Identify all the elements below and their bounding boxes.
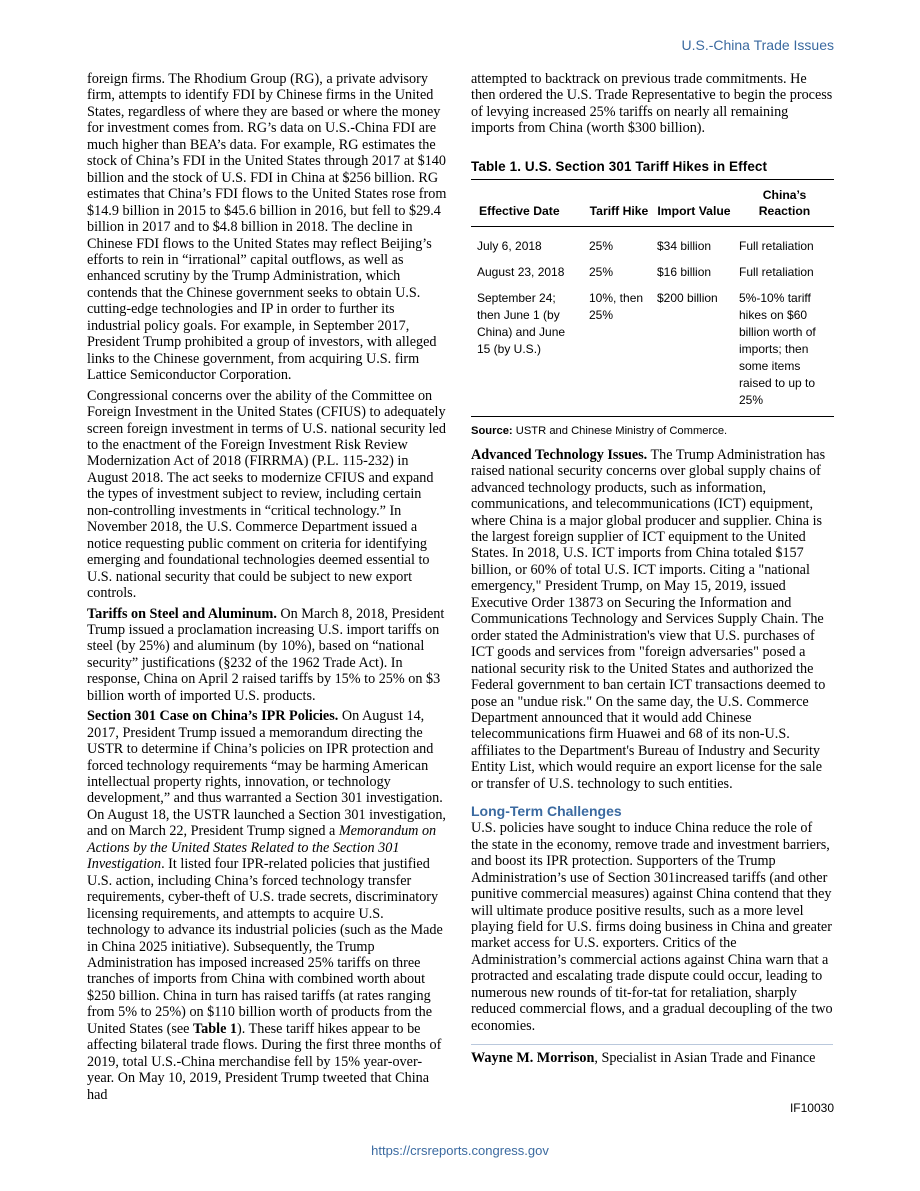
table-title: Table 1. U.S. Section 301 Tariff Hikes in Effect [471, 158, 768, 174]
section-301-paragraph [87, 708, 449, 1103]
author-role: , Specialist in Asian Trade and Finance [594, 1050, 816, 1067]
advanced-technology-body: The Trump Administration has raised national security concerns over global supply chains of advanced technology products, such as information, communications, and telecommunications (ICT) equipment, where China is a major global producer and supplier. China is the largest foreign supplier of ICT equipment to the United States. In 2018, U.S. ICT imports from China totaled $157 billion, or 60% of total U.S. ICT imports. Citing a "national emergency," President Trump, on May 15, 2019, issued Executive Order 13873 on Securing the Information and Communications Technology and Services Supply Chain. The order stated the Administration's view that U.S. purchases of ICT goods and services from "foreign adversaries" posed a national security risk to the United States and authorized the Federal government to ban certain ICT transactions deemed to pose an "undue risk." On the same day, the U.S. Commerce Department announced that it would add Chinese telecommunications firm Huawei and 68 of its non-U.S. affiliates to the Department's Bureau of Industry and Security Entity List, which would require an export license for the sale or transfer of U.S. technology to such entities. [471, 446, 826, 792]
long-term-challenges-heading: Long-Term Challenges [471, 803, 622, 820]
tariff-table [471, 179, 834, 417]
left-column [87, 71, 449, 1103]
table-cell: July 6, 2018 [477, 239, 542, 254]
rhodium-fdi-paragraph: foreign firms. The Rhodium Group (RG), a private advisory firm, attempts to identify FDI by Chinese firms in the United States, regardless of where they are based or where the money for investment comes from. RG’s data on U.S.-China FDI are much higher than BEA’s data. For example, RG estimates the stock of China’s FDI in the United States through 2017 at $140 billion and the stock of U.S. FDI in China at $256 billion. RG estimates that China’s FDI flows to the United States rose from $14.9 billion in 2015 to $45.6 billion in 2016, but fell to $29.4 billion in 2017 and to $4.8 billion in 2018. The decline in Chinese FDI flows to the United States may reflect Beijing’s efforts to rein in “irrational” capital outflows, as well as enhanced scrutiny by the Trump Administration, which contends that the Chinese government seeks to obtain U.S. cutting-edge technologies and IP in order to further its industrial policy goals. For example, in September 2017, President Trump prohibited a group of investors, with alleged links to the Chinese government, from acquiring U.S. firm Lattice Semiconductor Corporation. [87, 71, 447, 384]
footer-url[interactable]: https://crsreports.congress.gov [371, 1143, 549, 1158]
author-line [471, 1050, 833, 1066]
table-cell: 5%-10% tariff hikes on $60 billion worth of imports; then some items raised to up to 25% [735, 287, 834, 417]
table-cell: 25% [589, 265, 614, 280]
advanced-technology-paragraph [471, 447, 833, 793]
section-301-body-3: ). These tariff hikes appear to be affecting bilateral trade flows. During the first three months of 2019, total U.S.-China merchandise fell by 15% year-over-year. On May 10, 2019, President Trump tweeted that China had [87, 1020, 442, 1103]
col-header-effective-date: Effective Date [471, 180, 585, 227]
col-header-import-value: Import Value [653, 180, 735, 227]
source-text: USTR and Chinese Ministry of Commerce. [512, 425, 728, 438]
advanced-technology-heading: Advanced Technology Issues. [471, 446, 648, 463]
col-header-tariff-hike: Tariff Hike [585, 180, 653, 227]
author-divider [471, 1044, 833, 1045]
table-cell: 25% [589, 239, 614, 254]
table-cell: $200 billion [653, 287, 735, 417]
author-name: Wayne M. Morrison [471, 1050, 595, 1067]
steel-aluminum-paragraph [87, 606, 449, 705]
table-cell: August 23, 2018 [477, 265, 565, 280]
right-column [471, 71, 833, 1067]
table-cell: $34 billion [657, 239, 712, 254]
section-301-body-1: On August 14, 2017, President Trump issued a memorandum directing the USTR to determine if China’s policies on IPR protection and forced technology requirements “may be harming American intellectual property rights, innovation, or technology development,” and thus warranted a Section 301 investigation. On August 18, the USTR launched a Section 301 investigation, and on March 22, President Trump signed a [87, 708, 446, 840]
table-cell: Full retaliation [739, 265, 814, 280]
table-row [471, 261, 834, 287]
long-term-challenges-paragraph: U.S. policies have sought to induce China reduce the role of the state in the economy, remove trade and investment barriers, and boost its IPR protection. Supporters of the Trump Administration’s use of Section 301increased tariffs (and other punitive commercial measures) against China contend that they will ultimate produce positive results, such as a more level playing field for U.S. firms doing business in China and greater market access for U.S. exporters. Critics of the Administration’s commercial actions against China warn that a protracted and escalating trade dispute could occur, leading to numerous new rounds of tit-for-tat for retaliation, sharply reduced commercial flows, and a gradual decoupling of the two economies. [471, 820, 833, 1034]
section-301-body-2: . It listed four IPR-related policies that justified U.S. action, including China’s forced technology transfer requirements, cyber-theft of U.S. trade secrets, discriminatory licensing requirements, and attempts to acquire U.S. technology to advance its industrial policies (such as the Made in China 2025 initiative). Subsequently, the Trump Administration has imposed increased 25% tariffs on three tranches of imports from China with combined worth about $250 billion. China in turn has raised tariffs (at rates ranging from 5% to 25%) on $110 billion worth of products from the United States (see [87, 856, 443, 1037]
table-1-reference: Table 1 [192, 1020, 238, 1037]
col-header-china-reaction: China’s Reaction [735, 180, 834, 227]
table-row [471, 287, 834, 417]
backtrack-paragraph: attempted to backtrack on previous trade commitments. He then ordered the U.S. Trade Representative to begin the process of levying increased 25% tariffs on nearly all remaining imports from China (worth $300 billion). [471, 71, 833, 137]
table-cell: 10%, then 25% [585, 287, 653, 417]
table-cell: September 24; then June 1 (by China) and June 15 (by U.S.) [471, 287, 585, 417]
table-row [471, 227, 834, 262]
table-cell: $16 billion [657, 265, 712, 280]
steel-aluminum-body: On March 8, 2018, President Trump issued a proclamation increasing U.S. import tariffs on steel (by 25%) and aluminum (by 10%), based on “national security” justifications (§232 of the 1962 Trade Act). In response, China on April 2 raised tariffs by 15% to 25% on $3 billion worth of imported U.S. products. [87, 605, 445, 704]
table-source [471, 423, 833, 439]
cfius-paragraph: Congressional concerns over the ability of the Committee on Foreign Investment in the United States (CFIUS) to adequately screen foreign investment in terms of U.S. national security led to the enactment of the Foreign Investment Risk Review Modernization Act of 2018 (FIRRMA) (P.L. 115-232) in August 2018. The act seeks to modernize CFIUS and expand the types of investment subject to review, including certain non-controlling investments in “critical technology.” In November 2018, the U.S. Commerce Department issued a notice requesting public comment on criteria for identifying emerging and foundational technologies deemed essential to U.S. national security that could be subject to new export controls. [87, 387, 446, 602]
steel-aluminum-heading: Tariffs on Steel and Aluminum. [87, 605, 277, 622]
source-label: Source: [471, 425, 513, 438]
section-301-heading: Section 301 Case on China’s IPR Policies. [87, 708, 339, 725]
table-header-row [471, 180, 834, 227]
document-id: IF10030 [789, 1101, 834, 1115]
running-header: U.S.-China Trade Issues [681, 37, 834, 53]
memorandum-title: Memorandum on Actions by the United States Related to the Section 301 Investigation [87, 823, 437, 873]
table-cell: Full retaliation [739, 239, 814, 254]
